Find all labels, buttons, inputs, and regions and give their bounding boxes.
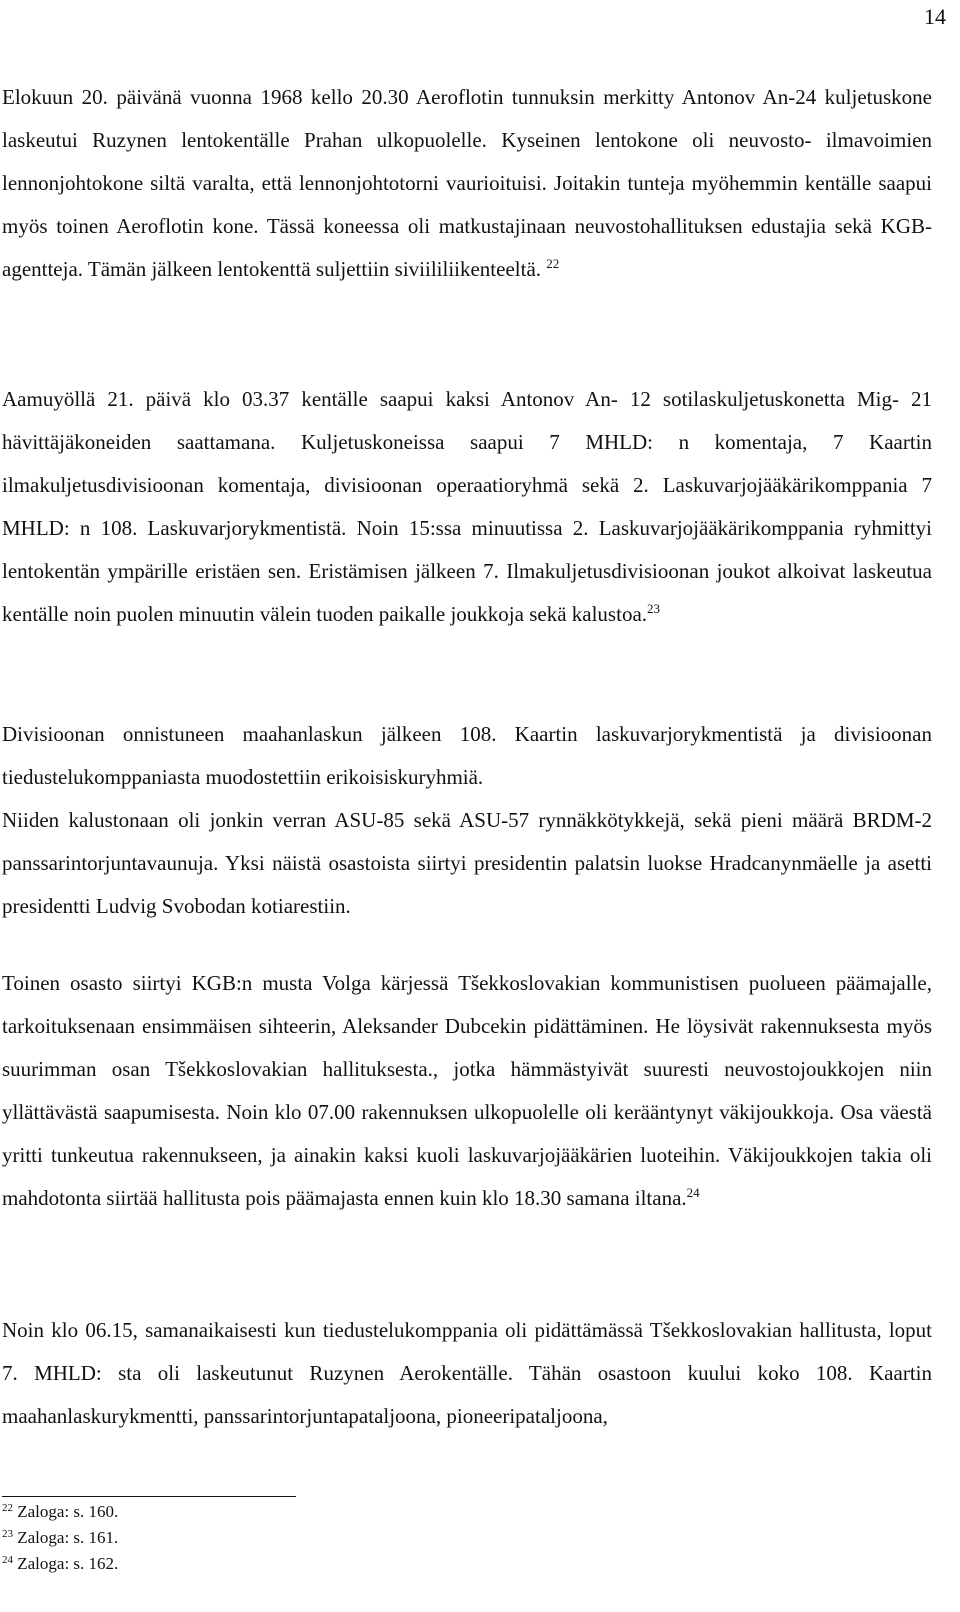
paragraph [2, 962, 932, 1222]
footnote-text: Zaloga: s. 160. [17, 1502, 119, 1521]
footnote-reference[interactable]: 24 [686, 1185, 700, 1200]
footnote-text: Zaloga: s. 162. [17, 1554, 119, 1573]
paragraph [2, 1309, 932, 1438]
footnotes [2, 1500, 118, 1578]
footnote [2, 1552, 118, 1578]
page-number: 14 [924, 4, 946, 29]
paragraph-text: Aamuyöllä 21. päivä klo 03.37 kentälle saapui kaksi Antonov An- 12 sotilaskuljetuskonetta Mig- 21 hävittäjäkoneiden saattamana. Kuljetuskoneissa saapui 7 MHLD: n komentaja, 7 Kaartin ilmakuljetusdivisioonan komentaja, divisioonan operaatioryhmä sekä 2. Laskuvarjojääkärikomppania 7 MHLD: n 108. Laskuvarjorykmentistä. Noin 15:ssa minuutissa 2. Laskuvarjojääkärikomppania ryhmittyi lentokentän ympärille eristäen sen. Eristämisen jälkeen 7. Ilmakuljetusdivisioonan joukot alkoivat laskeutua kentälle noin puolen minuutin välein tuoden paikalle joukkoja sekä kalustoa. [2, 387, 932, 626]
paragraph-text: Divisioonan onnistuneen maahanlaskun jälkeen 108. Kaartin laskuvarjorykmentistä ja divisioonan tiedustelukomppaniasta muodostettiin erikoisiskuryhmiä. [2, 722, 932, 789]
footnote-number: 23 [2, 1528, 13, 1540]
paragraph [2, 76, 932, 293]
paragraph-text: Toinen osasto siirtyi KGB:n musta Volga kärjessä Tšekkoslovakian kommunistisen puolueen päämajalle, tarkoituksenaan ensimmäisen sihteerin, Aleksander Dubcekin pidättäminen. He löysivät rakennuksesta myös suurimman osan Tšekkoslovakian hallituksesta., jotka hämmästyivät suuresti neuvostojoukkojen niin yllättävästä saapumisesta. Noin klo 07.00 rakennuksen ulkopuolelle oli kerääntynyt väkijoukkoja. Osa väestä yritti tunkeutua rakennukseen, ja ainakin kaksi kuoli laskuvarjojääkärien luoteihin. Väkijoukkojen takia oli mahdotonta siirtää hallitusta pois päämajasta ennen kuin klo 18.30 samana iltana. [2, 971, 932, 1210]
footnote-number: 24 [2, 1554, 13, 1566]
footnote-separator [2, 1496, 296, 1497]
paragraph-text: Elokuun 20. päivänä vuonna 1968 kello 20.30 Aeroflotin tunnuksin merkitty Antonov An-24 kuljetuskone laskeutui Ruzynen lentokentälle Prahan ulkopuolelle. Kyseinen lentokone oli neuvosto- ilmavoimien lennonjohtokone siltä varalta, että lennonjohtotorni vaurioituisi. Joitakin tunteja myöhemmin kentälle saapui myös toinen Aeroflotin kone. Tässä koneessa oli matkustajinaan neuvostohallituksen edustajia sekä KGB- agentteja. Tämän jälkeen lentokenttä suljettiin siviililiikenteeltä. [2, 85, 932, 281]
paragraph-text: Noin klo 06.15, samanaikaisesti kun tiedustelukomppania oli pidättämässä Tšekkoslovakian hallitusta, loput 7. MHLD: sta oli laskeutunut Ruzynen Aerokentälle. Tähän osastoon kuului koko 108. Kaartin maahanlaskurykmentti, panssarintorjuntapataljoona, pioneeripataljoona, [2, 1318, 932, 1428]
footnote-number: 22 [2, 1502, 13, 1514]
footnote [2, 1526, 118, 1552]
paragraph [2, 378, 932, 638]
footnote [2, 1500, 118, 1526]
paragraph [2, 713, 932, 928]
footnote-reference[interactable]: 22 [546, 256, 560, 271]
footnote-reference[interactable]: 23 [647, 601, 661, 616]
footnote-text: Zaloga: s. 161. [17, 1528, 119, 1547]
paragraph-text: Niiden kalustonaan oli jonkin verran ASU-85 sekä ASU-57 rynnäkkötykkejä, sekä pieni määrä BRDM-2 panssarintorjuntavaunuja. Yksi näistä osastoista siirtyi presidentin palatsin luokse Hradcanynmäelle ja asetti presidentti Ludvig Svobodan kotiarestiin. [2, 808, 932, 918]
